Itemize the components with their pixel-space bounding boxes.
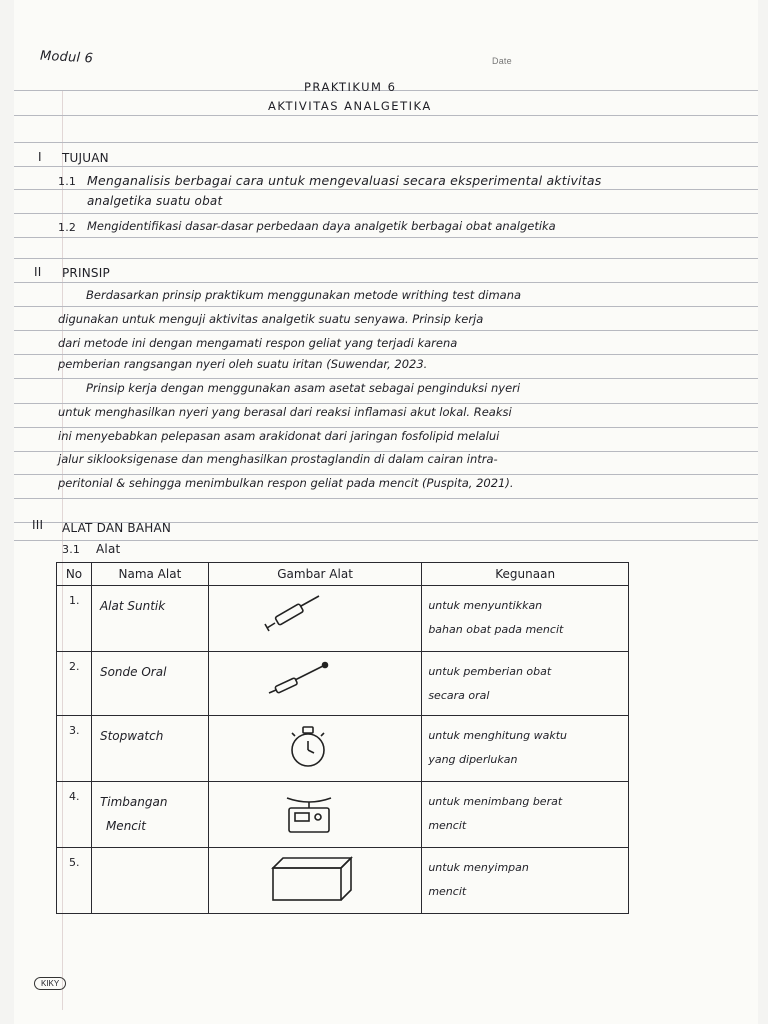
tool-use-line: secara oral <box>428 689 490 702</box>
ruled-line <box>14 142 758 143</box>
row-number: 4. <box>69 790 80 803</box>
ruled-line <box>14 378 758 379</box>
section-number: III <box>32 518 44 532</box>
section-heading: ALAT DAN BAHAN <box>62 521 172 535</box>
tool-picture-cell <box>208 848 422 914</box>
tool-use-cell <box>422 586 629 652</box>
tool-picture-cell <box>208 652 422 716</box>
prinsip-line: dari metode ini dengan mengamati respon geliat yang terjadi karena <box>58 336 458 350</box>
tool-use-line: mencit <box>428 819 467 832</box>
tujuan-line: analgetika suatu obat <box>87 194 223 208</box>
item-number: 1.2 <box>58 221 77 234</box>
sub-heading: Alat <box>96 542 121 556</box>
row-number: 3. <box>69 724 80 737</box>
notebook-page <box>14 0 758 1024</box>
prinsip-line: Berdasarkan prinsip praktikum menggunakan metode writhing test dimana <box>86 288 522 302</box>
page-title: PRAKTIKUM 6 <box>304 80 397 94</box>
tool-picture-cell <box>208 782 422 848</box>
tool-use-cell <box>422 782 629 848</box>
tool-use-line: untuk pemberian obat <box>428 665 552 678</box>
tools-table <box>56 562 629 914</box>
module-label: Modul 6 <box>39 48 94 67</box>
col-header-use: Kegunaan <box>422 563 629 586</box>
row-number-cell <box>57 586 92 652</box>
tool-name-cell <box>91 848 208 914</box>
tool-use-line: untuk menimbang berat <box>428 795 563 808</box>
box-icon <box>267 854 357 907</box>
row-number: 2. <box>69 660 80 673</box>
tool-name: Sonde Oral <box>99 665 167 679</box>
row-number-cell <box>57 716 92 782</box>
tool-use-line: untuk menyuntikkan <box>428 599 543 612</box>
table-row <box>57 716 629 782</box>
prinsip-line: pemberian rangsangan nyeri oleh suatu iritan (Suwendar, 2023. <box>58 357 428 371</box>
tool-use-line: mencit <box>428 885 467 898</box>
ruled-line <box>14 306 758 307</box>
tool-name: Mencit <box>105 819 146 833</box>
row-number-cell <box>57 652 92 716</box>
sub-number: 3.1 <box>62 543 81 556</box>
tool-use-line: bahan obat pada mencit <box>428 623 564 636</box>
tool-use-cell <box>422 652 629 716</box>
tujuan-line: Menganalisis berbagai cara untuk mengevaluasi secara eksperimental aktivitas <box>87 173 602 188</box>
ruled-line <box>14 282 758 283</box>
ruled-line <box>14 403 758 404</box>
table-header-row <box>57 563 629 586</box>
tool-name: Alat Suntik <box>99 599 166 613</box>
ruled-line <box>14 237 758 238</box>
stopwatch-icon <box>283 722 333 775</box>
prinsip-line: jalur siklooksigenase dan menghasilkan prostaglandin di dalam cairan intra- <box>58 452 498 466</box>
tujuan-line: Mengidentifikasi dasar-dasar perbedaan daya analgetik berbagai obat analgetika <box>87 219 556 233</box>
scale-icon <box>279 792 339 839</box>
page-subtitle: AKTIVITAS ANALGETIKA <box>268 99 432 113</box>
tool-name: Timbangan <box>99 795 168 809</box>
tool-use-line: untuk menyimpan <box>428 861 529 874</box>
prinsip-line: digunakan untuk menguji aktivitas analgetik suatu senyawa. Prinsip kerja <box>58 312 484 326</box>
section-heading: TUJUAN <box>62 151 109 165</box>
oral-sonde-icon <box>265 660 335 703</box>
ruled-line <box>14 189 758 190</box>
prinsip-line: ini menyebabkan pelepasan asam arakidonat dari jaringan fosfolipid melalui <box>58 429 500 443</box>
syringe-icon <box>261 594 331 637</box>
section-number: II <box>34 265 42 279</box>
prinsip-line: peritonial & sehingga menimbulkan respon geliat pada mencit (Puspita, 2021). <box>58 476 514 490</box>
ruled-line <box>14 258 758 259</box>
row-number: 5. <box>69 856 80 869</box>
ruled-line <box>14 498 758 499</box>
row-number: 1. <box>69 594 80 607</box>
tool-use-line: yang diperlukan <box>428 753 518 766</box>
tool-use-cell <box>422 716 629 782</box>
ruled-line <box>14 474 758 475</box>
ruled-line <box>14 213 758 214</box>
section-heading: PRINSIP <box>62 266 110 280</box>
row-number-cell <box>57 848 92 914</box>
section-number: I <box>38 150 42 164</box>
col-header-no: No <box>57 563 92 586</box>
row-number-cell <box>57 782 92 848</box>
tool-name-cell <box>91 716 208 782</box>
ruled-line <box>14 427 758 428</box>
ruled-line <box>14 540 758 541</box>
prinsip-line: untuk menghasilkan nyeri yang berasal dari reaksi inflamasi akut lokal. Reaksi <box>58 405 512 419</box>
tool-use-cell <box>422 848 629 914</box>
ruled-line <box>14 115 758 116</box>
tool-name-cell <box>91 586 208 652</box>
tool-picture-cell <box>208 716 422 782</box>
ruled-line <box>14 330 758 331</box>
tool-use-line: untuk menghitung waktu <box>428 729 568 742</box>
tool-name: Stopwatch <box>99 729 164 743</box>
col-header-name: Nama Alat <box>91 563 208 586</box>
table-row <box>57 782 629 848</box>
ruled-line <box>14 354 758 355</box>
item-number: 1.1 <box>58 175 77 188</box>
tool-name-cell <box>91 652 208 716</box>
tool-name-cell <box>91 782 208 848</box>
date-label: Date <box>492 56 512 66</box>
table-row <box>57 586 629 652</box>
tool-picture-cell <box>208 586 422 652</box>
ruled-line <box>14 166 758 167</box>
table-row <box>57 652 629 716</box>
table-row <box>57 848 629 914</box>
col-header-picture: Gambar Alat <box>208 563 422 586</box>
brand-logo: KIKY <box>34 977 66 990</box>
prinsip-line: Prinsip kerja dengan menggunakan asam asetat sebagai penginduksi nyeri <box>86 381 521 395</box>
